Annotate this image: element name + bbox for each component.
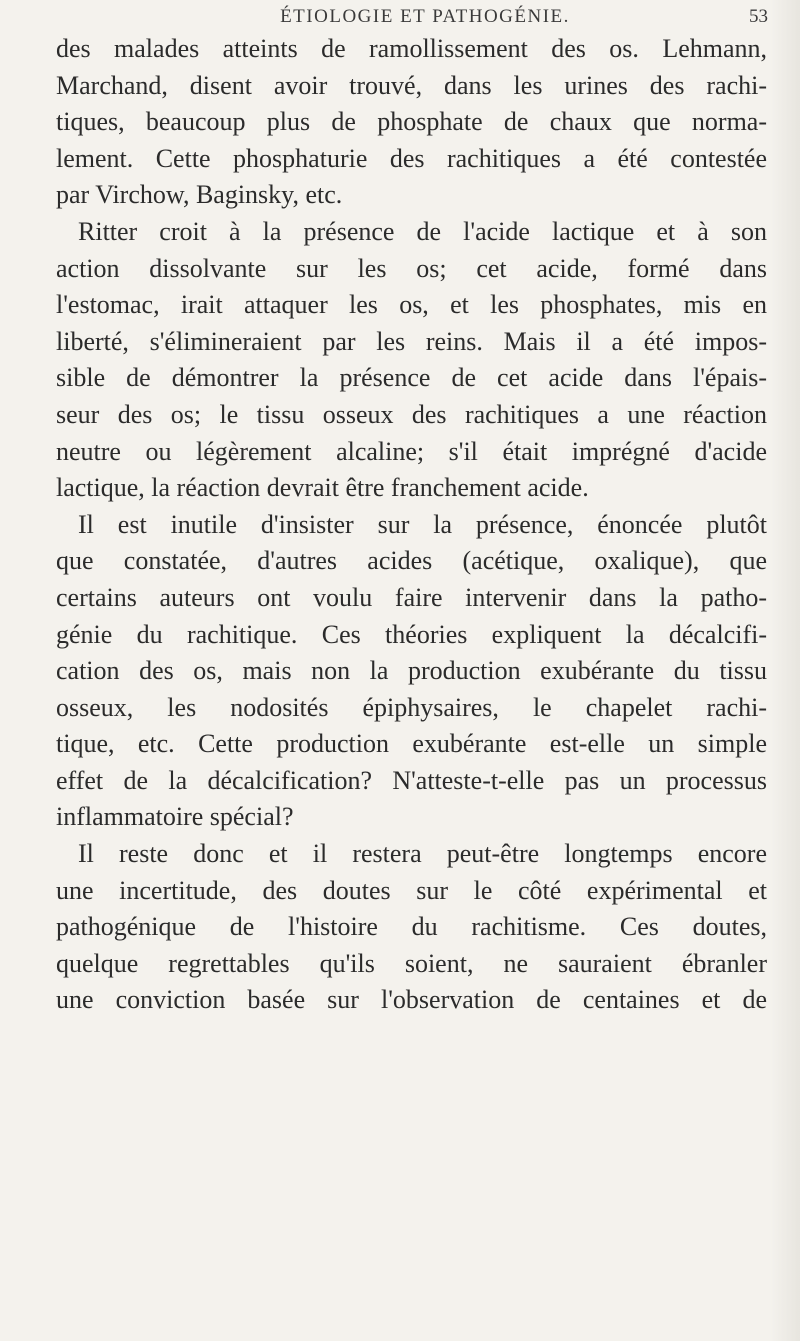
- text-line: tique, etc. Cette production exubérante est-elle un simple: [56, 729, 767, 759]
- text-line: seur des os; le tissu osseux des rachitiques a une réaction: [56, 399, 767, 429]
- text-line: l'estomac, irait attaquer les os, et les phosphates, mis en: [56, 290, 767, 320]
- text-line: liberté, s'élimineraient par les reins. Mais il a été impos-: [56, 326, 767, 356]
- text-line: neutre ou légèrement alcaline; s'il était imprégné d'acide: [56, 436, 767, 466]
- text-line: une conviction basée sur l'observation de centaines et de: [56, 985, 767, 1015]
- text-line: Ritter croit à la présence de l'acide lactique et à son: [78, 216, 767, 246]
- text-line: Il reste donc et il restera peut-être longtemps encore: [78, 839, 767, 869]
- text-line: lactique, la réaction devrait être franchement acide.: [56, 473, 589, 503]
- text-line: Marchand, disent avoir trouvé, dans les urines des rachi-: [56, 70, 767, 100]
- text-line: quelque regrettables qu'ils soient, ne sauraient ébranler: [56, 948, 767, 978]
- body-text: [56, 31, 767, 1019]
- text-line: pathogénique de l'histoire du rachitisme. Ces doutes,: [56, 912, 767, 942]
- text-line: action dissolvante sur les os; cet acide, formé dans: [56, 253, 767, 283]
- text-line: une incertitude, des doutes sur le côté expérimental et: [56, 875, 767, 905]
- text-line: cation des os, mais non la production exubérante du tissu: [56, 656, 767, 686]
- text-line: sible de démontrer la présence de cet acide dans l'épais-: [56, 363, 767, 393]
- text-line: osseux, les nodosités épiphysaires, le chapelet rachi-: [56, 692, 767, 722]
- text-line: tiques, beaucoup plus de phosphate de chaux que norma-: [56, 107, 767, 137]
- running-head: ÉTIOLOGIE ET PATHOGÉNIE.: [280, 6, 570, 27]
- text-line: par Virchow, Baginsky, etc.: [56, 180, 343, 210]
- page-number: 53: [749, 6, 768, 27]
- text-line: que constatée, d'autres acides (acétique, oxalique), que: [56, 546, 767, 576]
- text-line: Il est inutile d'insister sur la présence, énoncée plutôt: [78, 509, 767, 539]
- text-line: effet de la décalcification? N'atteste-t-elle pas un processus: [56, 765, 767, 795]
- text-line: certains auteurs ont voulu faire intervenir dans la patho-: [56, 582, 767, 612]
- text-line: inflammatoire spécial?: [56, 802, 294, 832]
- text-line: des malades atteints de ramollissement des os. Lehmann,: [56, 34, 767, 63]
- text-line: lement. Cette phosphaturie des rachitiques a été contestée: [56, 143, 767, 173]
- text-line: génie du rachitique. Ces théories expliquent la décalcifi-: [56, 619, 767, 649]
